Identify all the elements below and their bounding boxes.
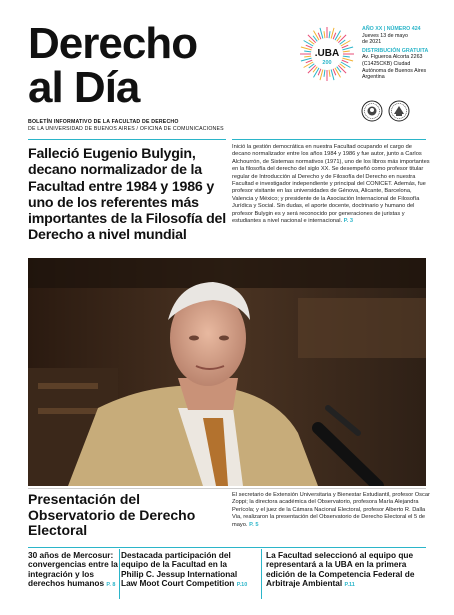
teaser-title: La Facultad seleccionó al equipo que representará a la UBA en la primera edición de la Competencia Federal de Arbitraje Ambiental <box>266 550 415 588</box>
badge-ray <box>341 41 351 47</box>
masthead-subtitle-bold: BOLETÍN INFORMATIVO DE LA FACULTAD DE DERECHO <box>28 119 179 125</box>
main-lead-p2: Se desempeñó como profesor titular regular de Introducción al Derecho y de Filosofía del Derecho en nuestra Facultad e investigador independiente y principal del CONICET. Además, fue profesor visitante en las universidades de Génova, Alicante, Barcelona, Valencia y México; y presidente de la Asociación Internacional de Filosofía Jurídica y Social. <box>232 166 426 210</box>
address-line4: Argentina <box>362 74 385 81</box>
badge-ray <box>314 68 320 78</box>
badge-ray <box>324 70 325 77</box>
masthead-title-line2: al Día <box>28 63 140 112</box>
badge-ray <box>329 31 330 38</box>
teaser-page-ref: P.11 <box>344 581 355 588</box>
distribution-label: DISTRIBUCIÓN GRATUITA <box>362 47 429 54</box>
address-line1: Av. Figueroa Alcorta 2263 <box>362 54 423 61</box>
teaser-jessup <box>121 551 251 590</box>
teaser-arbitraje <box>266 551 436 590</box>
masthead-title-line1: Derecho <box>28 19 198 68</box>
divider-line <box>28 139 226 140</box>
badge-ray <box>324 31 325 38</box>
divider-line <box>232 139 426 140</box>
badge-ray <box>341 62 351 68</box>
main-headline: Falleció Eugenio Bulygin, decano normalizador de la Facultad entre 1984 y 1986 y uno de los referentes más importantes de la Filosofía del Derecho a nivel mundial <box>28 146 226 244</box>
badge-ray <box>329 70 330 77</box>
badge-ray <box>318 69 321 75</box>
masthead-title <box>28 19 198 112</box>
badge-year: 200 <box>322 60 332 66</box>
masthead-subtitle: DE LA UNIVERSIDAD DE BUENOS AIRES / OFICINA DE COMUNICACIONES <box>28 126 224 132</box>
badge-ray <box>308 65 316 73</box>
badge-ray <box>304 41 314 47</box>
badge-ray <box>306 45 312 48</box>
teaser-title: 30 años de Mercosur: convergencias entre la integración y los derechos humanos <box>28 550 118 588</box>
badge-ray <box>314 31 320 41</box>
badge-ray <box>308 35 316 43</box>
badge-ray <box>333 69 336 75</box>
badge-ray <box>304 62 314 68</box>
badge-ray <box>304 56 311 57</box>
faculty-seal-icon <box>361 100 383 122</box>
badge-ray <box>343 51 350 52</box>
column-divider <box>119 549 120 599</box>
issue-date-line1: Jueves 13 de mayo <box>362 32 408 39</box>
section-body-observatorio <box>232 492 432 529</box>
column-divider <box>261 549 262 599</box>
badge-text: .UBA <box>314 48 340 59</box>
badge-ray <box>342 45 348 48</box>
teaser-page-ref: P. 8 <box>106 581 116 588</box>
badge-ray <box>318 33 321 39</box>
badge-ray <box>343 56 350 57</box>
issue-label: AÑO XX | NÚMERO 424 <box>362 26 421 32</box>
badge-ray <box>335 68 341 78</box>
issue-date-line2: de 2021 <box>362 39 382 46</box>
main-lead <box>232 144 432 225</box>
section-body-text: El secretario de Extensión Universitaria y Bienestar Estudiantil, profesor Oscar Zoppi; la directora académica del Observatorio, profesora María Alejandra Perícola; y el juez de la Cámara Nacional Electoral, profesor Alberto R. Dalla Via, realizaron la presentación del Observatorio de Derecho Electoral el 5 de mayo. <box>232 492 430 528</box>
address-line2: (C1425CKB) Ciudad <box>362 60 411 67</box>
issue-info <box>362 26 450 81</box>
teaser-mercosur <box>28 551 120 590</box>
badge-ray <box>335 31 341 41</box>
teaser-title: Destacada participación del equipo de la Facultad en la Philip C. Jessup International Law Moot Court Competition <box>121 550 238 588</box>
divider-line <box>28 547 426 548</box>
main-lead-p1: Inició la gestión democrática en nuestra Facultad ocupando el cargo de decano normalizador entre los años 1984 y 1986 y fue autor, junto a Carlos Alchourrón, de Sistemas normativos (1971), uno de los libros más importantes en la filosofía del derecho del siglo XX. <box>232 144 430 173</box>
university-seal-icon <box>388 100 410 122</box>
main-lead-p3: Sin dudas, el aporte docente, doctrinario y humano del profesor Bulygin es y será reconocido por generaciones de juristas y estudiantes a nivel nacional e internacional. <box>232 203 415 225</box>
badge-ray <box>306 60 312 63</box>
divider-line <box>28 488 426 489</box>
uba-200-logo <box>299 26 355 82</box>
badge-ray <box>338 65 346 73</box>
teaser-page-ref: P.10 <box>236 581 248 588</box>
badge-ray <box>333 33 336 39</box>
main-page-ref: P. 3 <box>343 218 354 225</box>
badge-ray <box>342 60 348 63</box>
portrait-photo <box>28 258 426 486</box>
section-title-observatorio: Presentación del Observatorio de Derecho Electoral <box>28 491 196 538</box>
badge-ray <box>304 51 311 52</box>
address-line3: Autónoma de Buenos Aires <box>362 67 427 74</box>
badge-ray <box>338 35 346 43</box>
section-page-ref: P. 5 <box>249 521 259 528</box>
